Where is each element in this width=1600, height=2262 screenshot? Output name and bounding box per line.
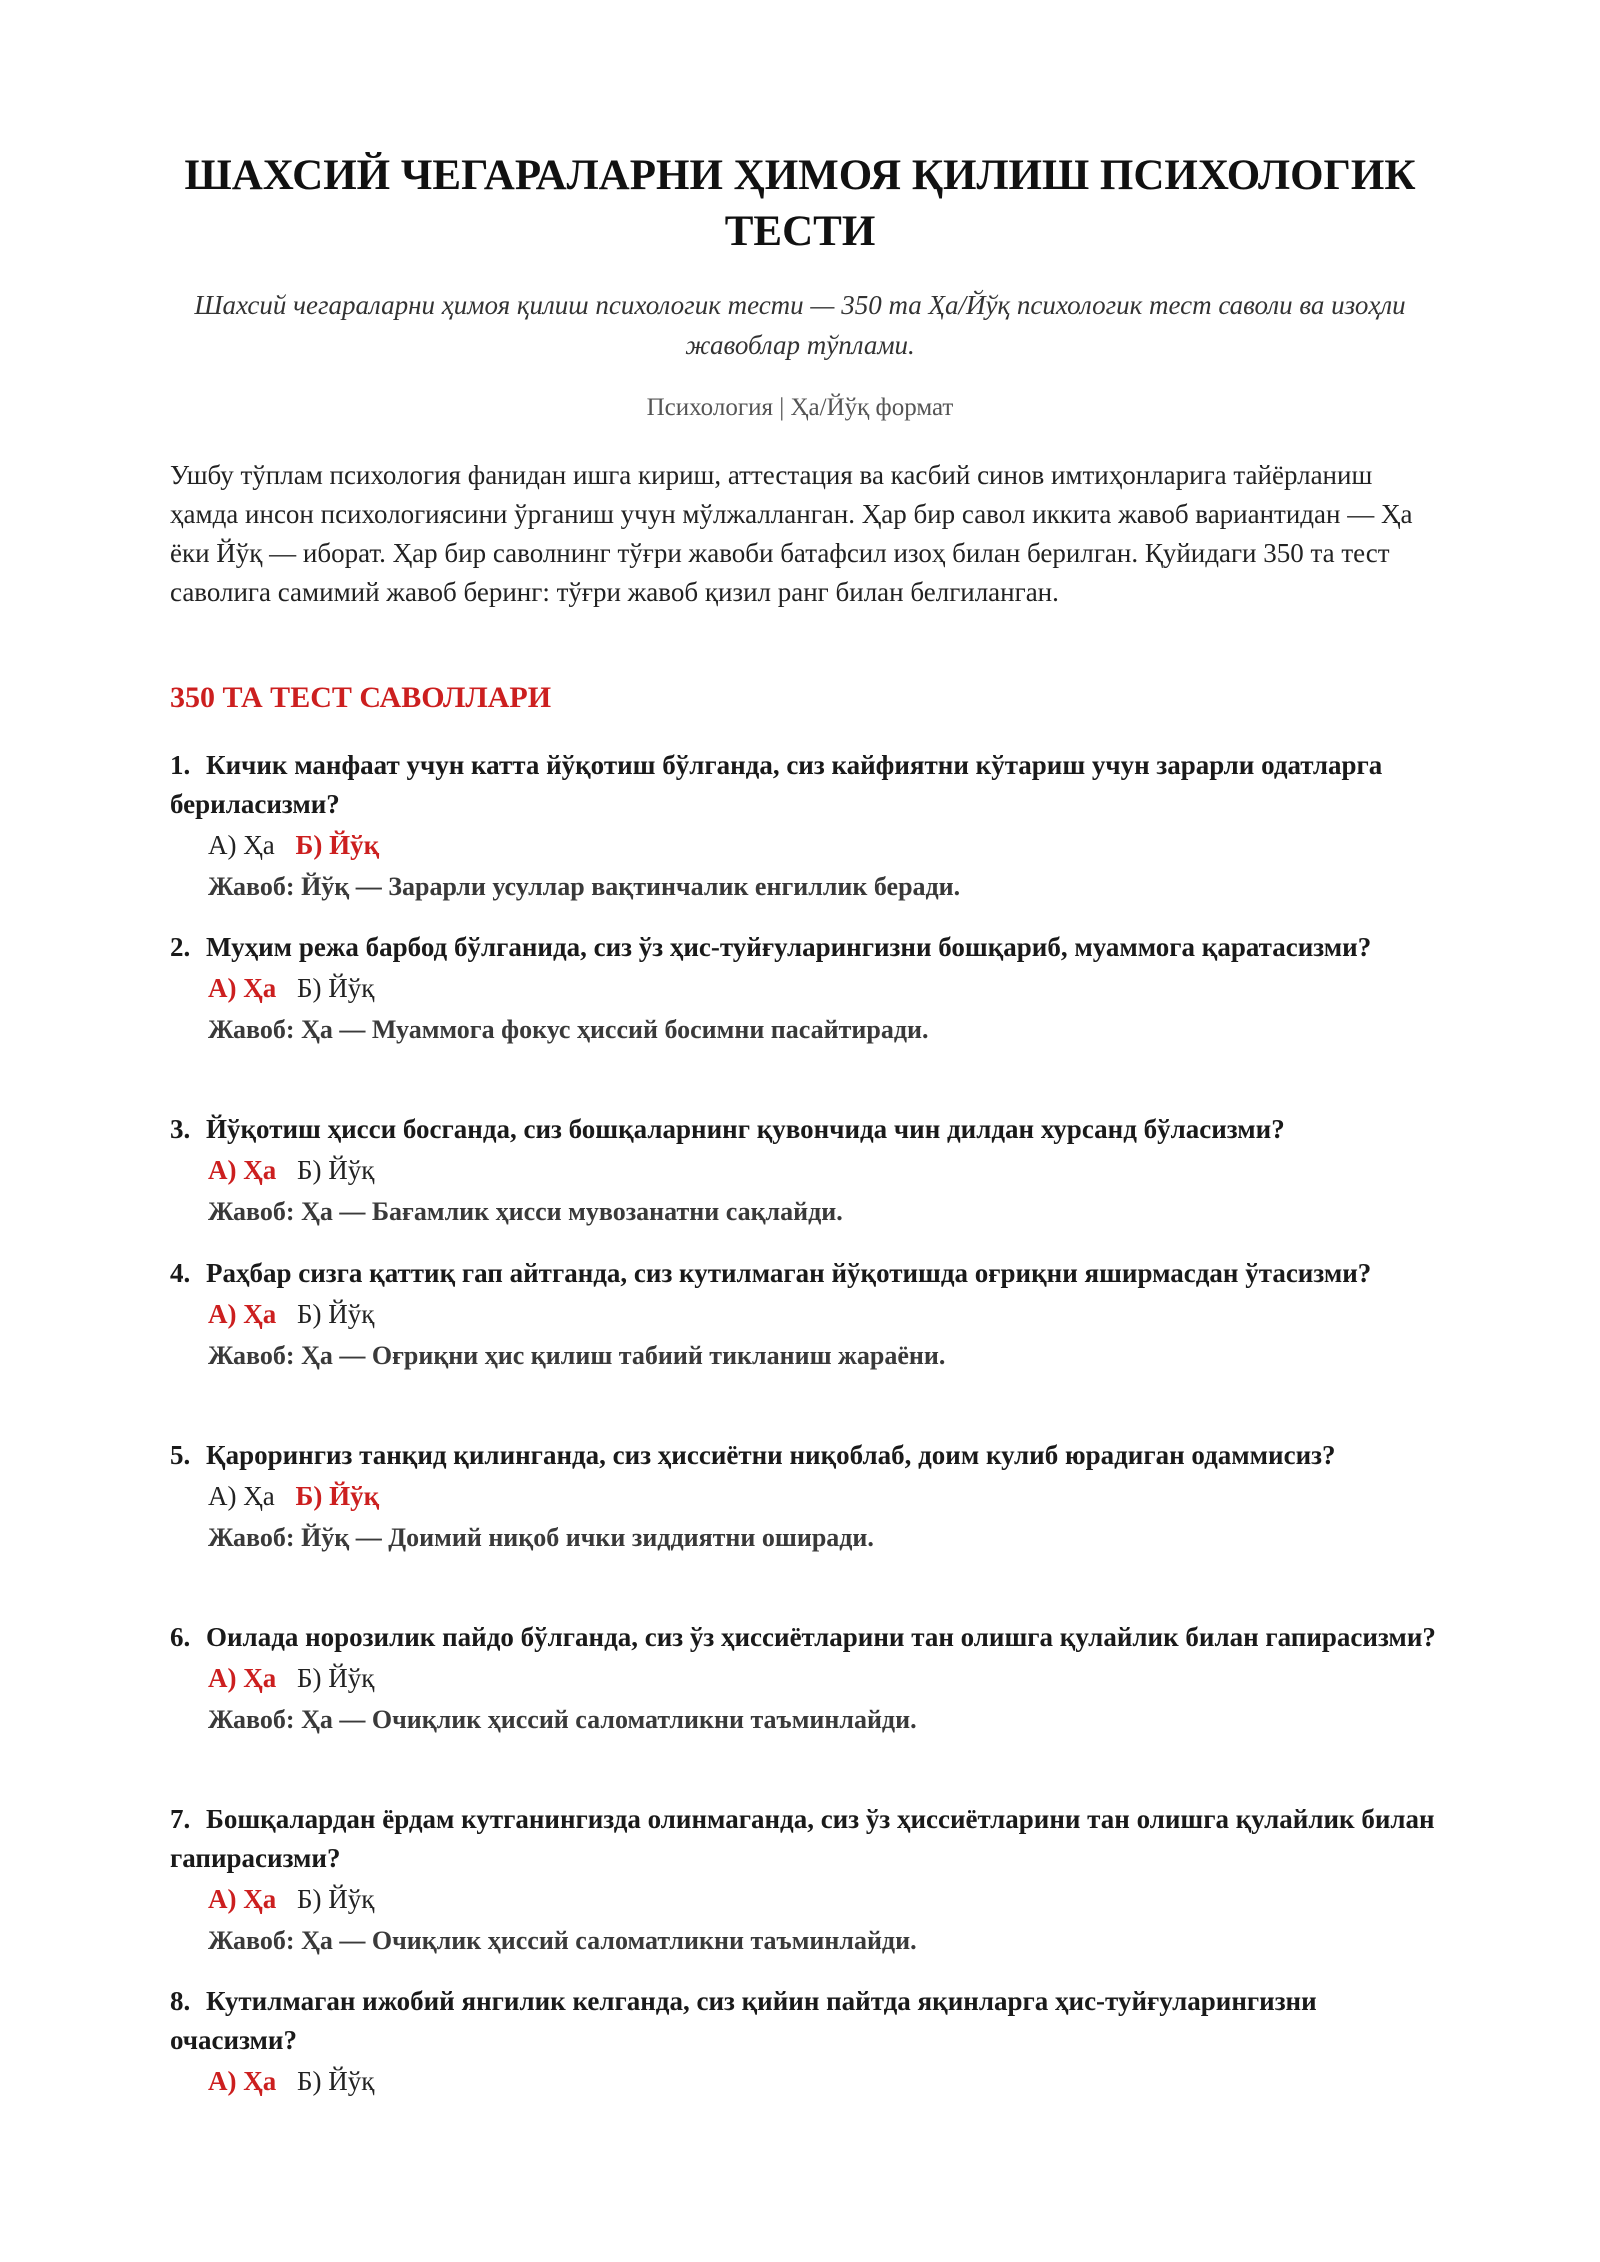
- question-number: 4.: [170, 1258, 191, 1288]
- answer-options: [208, 2060, 1450, 2102]
- option-a[interactable]: А) Ҳа: [208, 2066, 277, 2096]
- question-text: 8. Кутилмаган ижобий янгилик келганда, сиз қийин пайтда яқинларга ҳис-туйғуларингизни очасизми?: [170, 1982, 1450, 2060]
- option-b[interactable]: Б) Йўқ: [297, 1884, 375, 1914]
- question-item: [170, 1618, 1450, 1741]
- option-a[interactable]: А) Ҳа: [208, 1663, 277, 1693]
- answer-explanation: Жавоб: Ҳа — Бағамлик ҳисси мувозанатни сақлайди.: [208, 1197, 843, 1226]
- document-title: ШАХСИЙ ЧЕГАРАЛАРНИ ҲИМОЯ ҚИЛИШ ПСИХОЛОГИК ТЕСТИ: [184, 152, 1416, 255]
- question-number: 5.: [170, 1440, 191, 1470]
- question-number: 6.: [170, 1622, 191, 1652]
- answer-explanation: Жавоб: Йўқ — Доимий ниқоб ички зиддиятни оширади.: [208, 1523, 874, 1552]
- answer-options: [208, 1475, 1450, 1517]
- option-a[interactable]: А) Ҳа: [208, 1884, 277, 1914]
- option-b[interactable]: Б) Йўқ: [295, 1481, 380, 1511]
- answer-explanation: Жавоб: Ҳа — Очиқлик ҳиссий саломатликни таъминлайди.: [208, 1926, 917, 1955]
- question-number: 3.: [170, 1114, 191, 1144]
- question-item: [170, 1982, 1450, 2102]
- option-b[interactable]: Б) Йўқ: [295, 830, 380, 860]
- document-meta: Психология | Ҳа/Йўқ формат: [646, 394, 954, 421]
- intro-paragraph: Ушбу тўплам психология фанидан ишга кириш, аттестация ва касбий синов имтиҳонларига тайёрланиш ҳамда инсон психологиясини ўрганиш учун мўлжалланган. Ҳар бир савол иккита жавоб вариантидан — Ҳа ёки Йўқ — иборат. Ҳар бир саволнинг тўғри жавоби батафсил изоҳ билан берилган. Қуйидаги 350 та тест саволига самимий жавоб беринг: тўғри жавоб қизил ранг билан белгиланган.: [170, 460, 1413, 607]
- option-a[interactable]: А) Ҳа: [208, 973, 277, 1003]
- question-number: 8.: [170, 1986, 191, 2016]
- option-a[interactable]: А) Ҳа: [208, 1299, 277, 1329]
- question-text: 5. Қарорингиз танқид қилинганда, сиз ҳиссиётни ниқоблаб, доим кулиб юрадиган одаммисиз?: [170, 1436, 1450, 1475]
- option-b[interactable]: Б) Йўқ: [297, 1299, 375, 1329]
- answer-options: [208, 824, 1450, 866]
- question-item: [170, 746, 1450, 908]
- document-subtitle: Шахсий чегараларни ҳимоя қилиш психологик тести — 350 та Ҳа/Йўқ психологик тест саволи ва изоҳли жавоблар тўплами.: [194, 290, 1406, 360]
- question-item: [170, 1254, 1450, 1377]
- answer-explanation: Жавоб: Йўқ — Зарарли усуллар вақтинчалик енгиллик беради.: [208, 872, 961, 901]
- answer-explanation: Жавоб: Ҳа — Оғриқни ҳис қилиш табиий тикланиш жараёни.: [208, 1341, 946, 1370]
- option-b[interactable]: Б) Йўқ: [297, 1663, 375, 1693]
- section-heading: 350 ТА ТЕСТ САВОЛЛАРИ: [170, 681, 552, 714]
- option-b[interactable]: Б) Йўқ: [297, 973, 375, 1003]
- question-text: 7. Бошқалардан ёрдам кутганингизда олинмаганда, сиз ўз ҳиссиётларини тан олишга қулайлик билан гапирасизми?: [170, 1800, 1450, 1878]
- question-number: 2.: [170, 932, 191, 962]
- question-text: 6. Оилада норозилик пайдо бўлганда, сиз ўз ҳиссиётларини тан олишга қулайлик билан гапирасизми?: [170, 1618, 1450, 1657]
- answer-options: [208, 967, 1450, 1009]
- option-b[interactable]: Б) Йўқ: [297, 1155, 375, 1185]
- option-a[interactable]: А) Ҳа: [208, 830, 275, 860]
- question-item: [170, 1800, 1450, 1962]
- answer-options: [208, 1878, 1450, 1920]
- question-text: 2. Муҳим режа барбод бўлганида, сиз ўз ҳис-туйғуларингизни бошқариб, муаммога қаратасизми?: [170, 928, 1450, 967]
- question-text: 3. Йўқотиш ҳисси босганда, сиз бошқаларнинг қувончида чин дилдан хурсанд бўласизми?: [170, 1110, 1450, 1149]
- question-text: 4. Раҳбар сизга қаттиқ гап айтганда, сиз кутилмаган йўқотишда оғриқни яширмасдан ўтасизми?: [170, 1254, 1450, 1293]
- option-b[interactable]: Б) Йўқ: [297, 2066, 375, 2096]
- option-a[interactable]: А) Ҳа: [208, 1155, 277, 1185]
- answer-explanation: Жавоб: Ҳа — Муаммога фокус ҳиссий босимни пасайтиради.: [208, 1015, 929, 1044]
- answer-explanation: Жавоб: Ҳа — Очиқлик ҳиссий саломатликни таъминлайди.: [208, 1705, 917, 1734]
- question-item: [170, 1436, 1450, 1559]
- option-a[interactable]: А) Ҳа: [208, 1481, 275, 1511]
- question-item: [170, 928, 1450, 1051]
- question-item: [170, 1110, 1450, 1233]
- answer-options: [208, 1293, 1450, 1335]
- question-text: 1. Кичик манфаат учун катта йўқотиш бўлганда, сиз кайфиятни кўтариш учун зарарли одатларга бериласизми?: [170, 746, 1450, 824]
- answer-options: [208, 1657, 1450, 1699]
- question-number: 7.: [170, 1804, 191, 1834]
- answer-options: [208, 1149, 1450, 1191]
- question-number: 1.: [170, 750, 191, 780]
